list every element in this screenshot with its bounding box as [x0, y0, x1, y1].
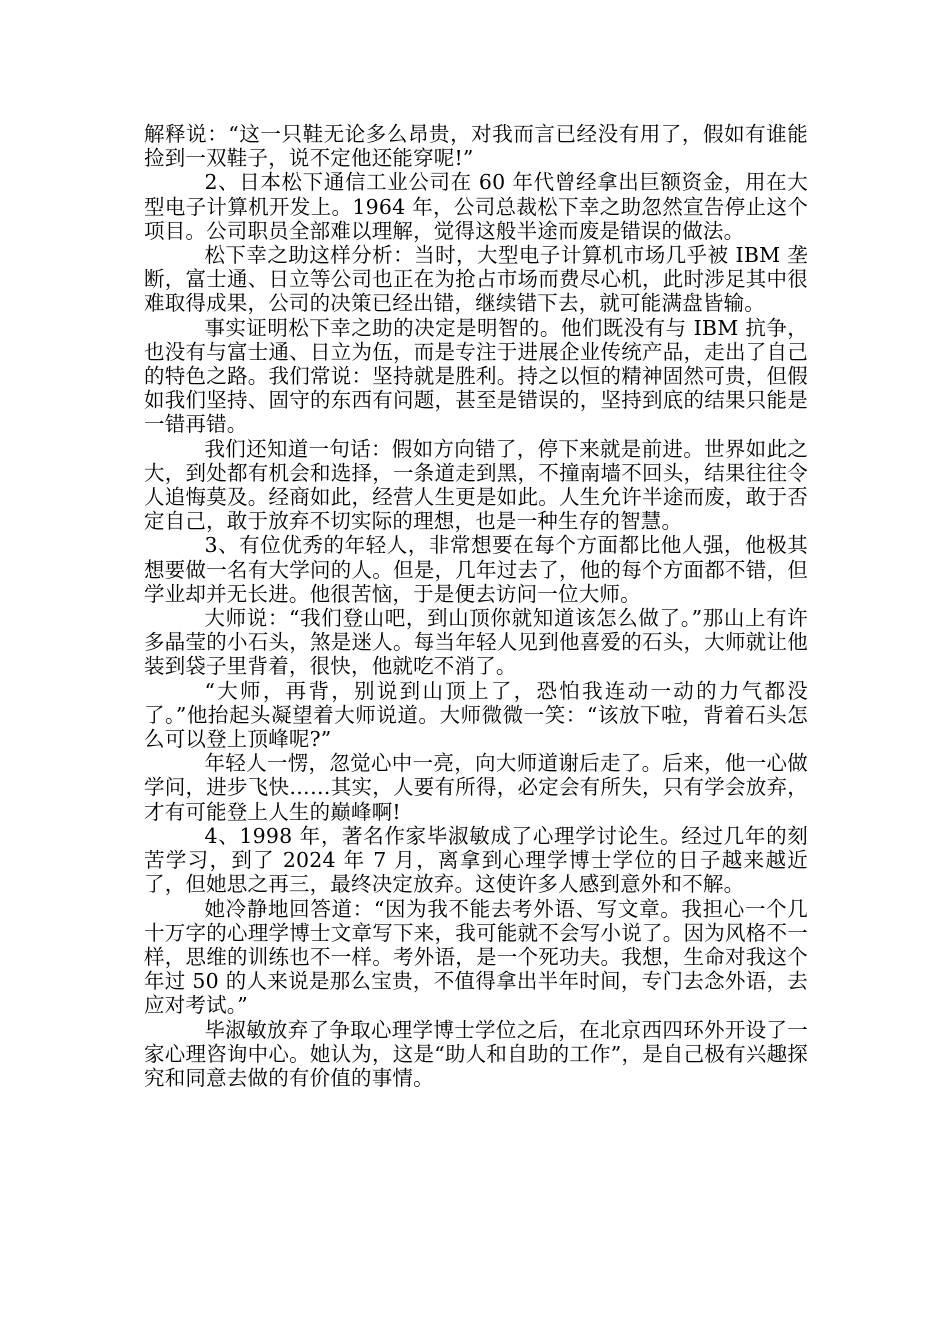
paragraph-young-man-reply: “大师，再背，别说到山顶上了，恐怕我连动一动的力气都没了。”他抬起头凝望着大师说道。大师微微一笑：“该放下啦，背着石头怎么可以登上顶峰呢?”: [144, 678, 808, 752]
paragraph-direction-wrong: 我们还知道一句话：假如方向错了，停下来就是前进。世界如此之大，到处都有机会和选择，一条道走到黑，不撞南墙不回头，结果往往令人追悔莫及。经商如此，经营人生更是如此。人生允许半途而废，敢于否定自己，敢于放弃不切实际的理想，也是一种生存的智慧。: [144, 436, 808, 534]
paragraph-young-man: 3、有位优秀的年轻人，非常想要在每个方面都比他人强，他极其想要做一名有大学问的人。但是，几年过去了，他的每个方面都不错，但学业却并无长进。他很苦恼，于是便去访问一位大师。: [144, 533, 808, 606]
paragraph-realization: 年轻人一愣，忽觉心中一亮，向大师道谢后走了。后来，他一心做学问，进步飞快……其实，人要有所得，必定会有所失，只有学会放弃，才有可能登上人生的巅峰啊!: [144, 751, 808, 824]
paragraph-matsushita-analysis: 松下幸之助这样分析：当时，大型电子计算机市场几乎被 IBM 垄断，富士通、日立等公司也正在为抢占市场而费尽心机，此时涉足其中很难取得成果，公司的决策已经出错，继续错下去，就可能满盘皆输。: [144, 243, 808, 316]
document-body: [144, 122, 808, 1090]
paragraph-master-speaks: 大师说：“我们登山吧，到山顶你就知道该怎么做了。”那山上有许多晶莹的小石头，煞是迷人。每当年轻人见到他喜爱的石头，大师就让他装到袋子里背着，很快，他就吃不消了。: [144, 606, 808, 679]
paragraph-matsushita-intro: 2、日本松下通信工业公司在 60 年代曾经拿出巨额资金，用在大型电子计算机开发上。1964 年，公司总裁松下幸之助忽然宣告停止这个项目。公司职员全部难以理解，觉得这般半途而废是错误的做法。: [144, 170, 808, 243]
paragraph-bi-shumin-intro: 4、1998 年，著名作家毕淑敏成了心理学讨论生。经过几年的刻苦学习，到了 2024 年 7 月，离拿到心理学博士学位的日子越来越近了，但她思之再三，最终决定放弃。这使许多人感到意外和不解。: [144, 823, 808, 897]
paragraph-bi-shumin-reply: 她冷静地回答道：“因为我不能去考外语、写文章。我担心一个几十万字的心理学博士文章写下来，我可能就不会写小说了。因为风格不一样，思维的训练也不一样。考外语，是一个死功夫。我想，生命对我这个年过 50 的人来说是那么宝贵，不值得拿出半年时间，专门去念外语，去应对考试。”: [144, 896, 808, 1018]
paragraph-continuation: 解释说：“这一只鞋无论多么昂贵，对我而言已经没有用了，假如有谁能捡到一双鞋子，说不定他还能穿呢!”: [144, 122, 808, 171]
paragraph-bi-shumin-center: 毕淑敏放弃了争取心理学博士学位之后，在北京西四环外开设了一家心理咨询中心。她认为，这是“助人和自助的工作”，是自己极有兴趣探究和同意去做的有价值的事情。: [144, 1017, 808, 1090]
paragraph-decision-wisdom: 事实证明松下幸之助的决定是明智的。他们既没有与 IBM 抗争，也没有与富士通、日立为伍，而是专注于进展企业传统产品，走出了自己的特色之路。我们常说：坚持就是胜利。持之以恒的精神固然可贵，但假如我们坚持、固守的东西有问题，甚至是错误的，坚持到底的结果只能是一错再错。: [144, 315, 808, 437]
